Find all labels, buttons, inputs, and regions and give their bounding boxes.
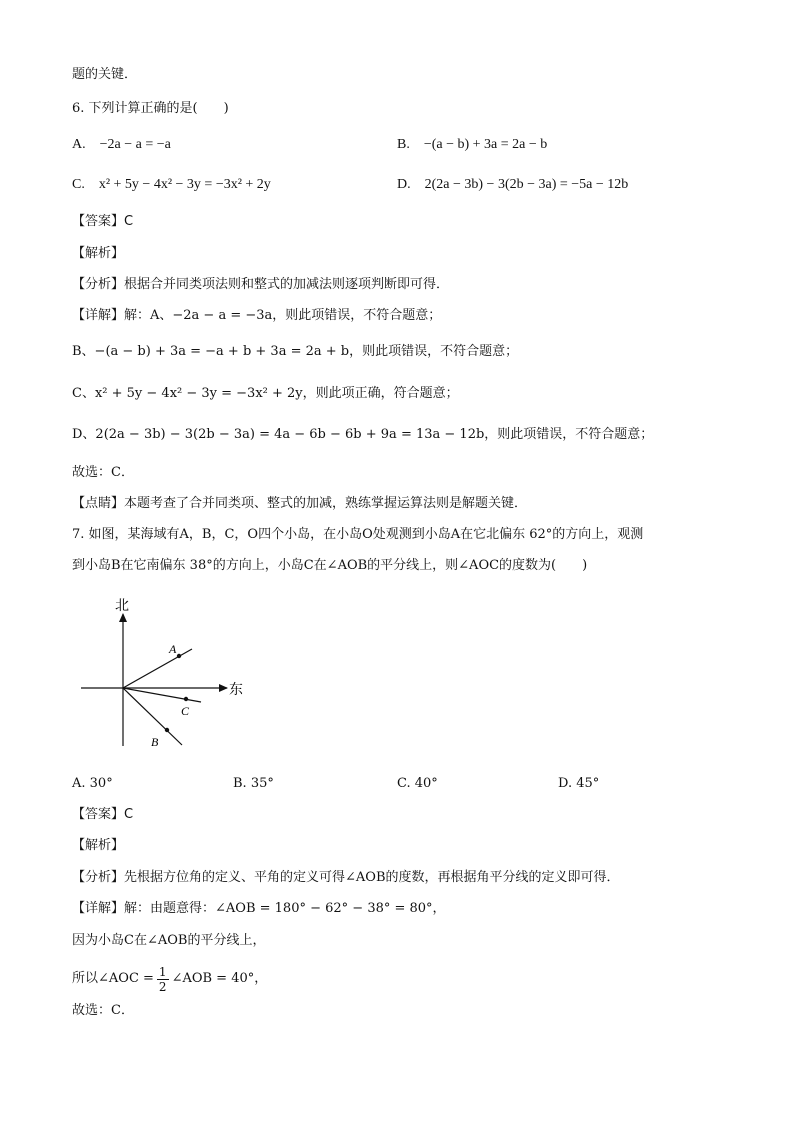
q7-option-d: D. 45°: [558, 776, 600, 791]
q6-option-b: B. −(a − b) + 3a = 2a − b: [397, 137, 548, 152]
q7-choice: 故选：C．: [72, 1003, 134, 1018]
q6-analysis-heading: 【解析】: [72, 246, 125, 261]
text-line: 题的关键．: [72, 67, 138, 82]
q6-comment: 【点睛】本题考查了合并同类项、整式的加减，熟练掌握运算法则是解题关键．: [72, 496, 528, 511]
fraction-numerator: 1: [158, 964, 167, 979]
q7-reason: 因为小岛C在∠AOB的平分线上，: [72, 933, 266, 948]
point-c: [184, 697, 188, 701]
compass-figure: [75, 592, 275, 762]
q6-detail-c: C、x² + 5y − 4x² − 3y = −3x² + 2y，则此项正确，符合题意；: [72, 386, 459, 401]
q7-conclusion-pre: 所以∠AOC =: [72, 971, 154, 986]
question-7-stem-line2: 到小岛B在它南偏东 38°的方向上，小岛C在∠AOB的平分线上，则∠AOC的度数为( ): [72, 558, 588, 573]
q7-conclusion: [72, 960, 267, 998]
question-7-stem-line1: 7. 如图，某海域有A，B，C，O四个小岛，在小岛O处观测到小岛A在它北偏东 62°的方向上，观测: [72, 527, 644, 542]
q7-analysis-heading: 【解析】: [72, 838, 125, 853]
q6-analysis: 【分析】根据合并同类项法则和整式的加减法则逐项判断即可得．: [72, 277, 450, 292]
q6-detail-b: B、−(a − b) + 3a = −a + b + 3a = 2a + b，则此项错误，不符合题意；: [72, 344, 519, 359]
fraction: [157, 965, 169, 994]
east-label: 东: [229, 683, 243, 698]
q7-analysis: 【分析】先根据方位角的定义、平角的定义可得∠AOB的度数，再根据角平分线的定义即可得．: [72, 870, 620, 885]
q6-answer: 【答案】C: [72, 214, 134, 229]
q6-option-d: D. 2(2a − 3b) − 3(2b − 3a) = −5a − 12b: [397, 177, 629, 192]
label-b: B: [151, 735, 159, 749]
question-6-stem: 6. 下列计算正确的是( ): [72, 101, 229, 116]
q7-option-a: A. 30°: [72, 776, 113, 791]
q6-detail-a: 【详解】解：A、−2a − a = −3a，则此项错误，不符合题意；: [72, 308, 442, 323]
point-a: [177, 654, 181, 658]
north-label: 北: [115, 599, 129, 614]
label-a: A: [169, 642, 177, 656]
label-c: C: [181, 704, 190, 718]
fraction-denominator: 2: [158, 979, 167, 994]
point-b: [165, 728, 169, 732]
q7-answer: 【答案】C: [72, 807, 134, 822]
q6-option-a: A. −2a − a = −a: [72, 137, 171, 152]
q6-detail-d: D、2(2a − 3b) − 3(2b − 3a) = 4a − 6b − 6b + 9a = 13a − 12b，则此项错误，不符合题意；: [72, 427, 654, 442]
q6-choice: 故选：C．: [72, 465, 134, 480]
q7-option-b: B. 35°: [233, 776, 274, 791]
q7-conclusion-post: ∠AOB = 40°，: [171, 971, 268, 986]
q7-option-c: C. 40°: [397, 776, 438, 791]
q6-option-c: C. x² + 5y − 4x² − 3y = −3x² + 2y: [72, 177, 271, 192]
q7-detail: 【详解】解：由题意得：∠AOB = 180° − 62° − 38° = 80°，: [72, 901, 446, 916]
ray-oa: [123, 649, 192, 688]
